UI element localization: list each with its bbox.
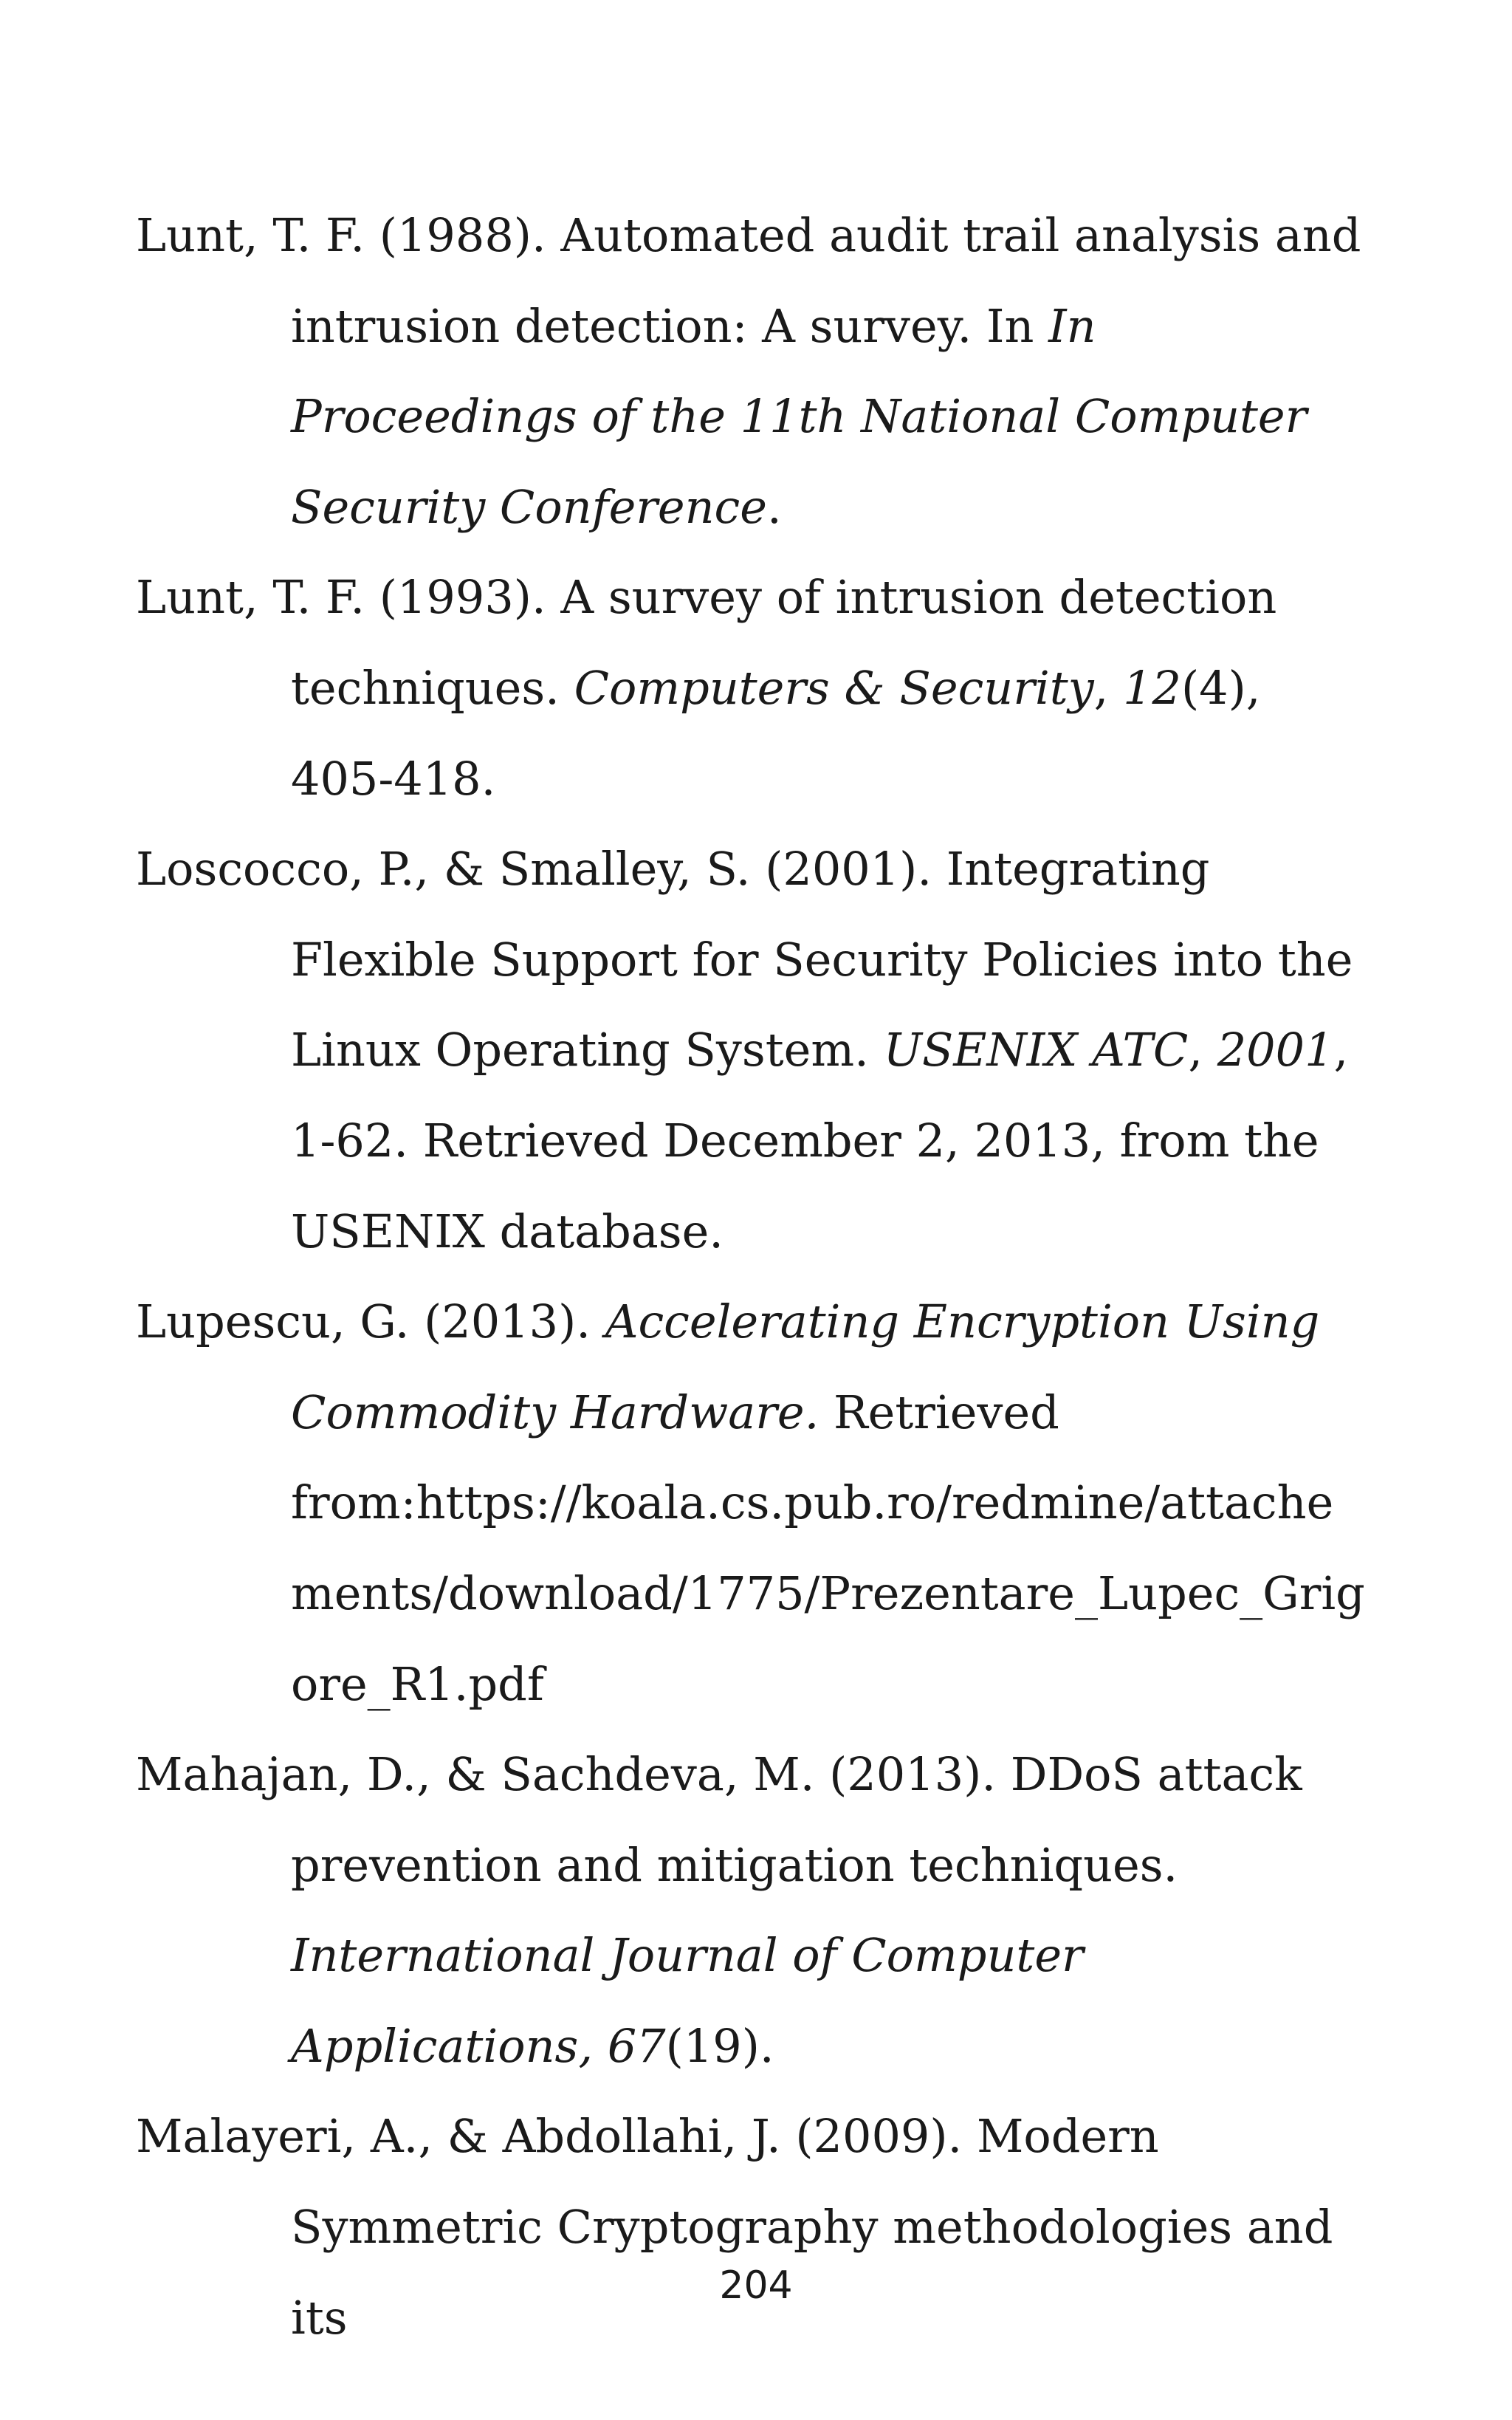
reference-entry-lunt-1993 — [136, 552, 1376, 824]
reference-text: , — [1188, 1023, 1217, 1077]
reference-list — [136, 191, 1376, 2363]
reference-text: , — [1093, 660, 1124, 715]
reference-volume-italic: 2001 — [1217, 1023, 1334, 1077]
reference-text: Retrieved from:https://koala.cs.pub.ro/redmine/attachements/download/1775/Prezentare_Lupec_Grigore_R1.pdf — [291, 1385, 1365, 1711]
reference-venue-italic: USENIX ATC — [883, 1023, 1189, 1077]
reference-entry-lupescu-2013 — [136, 1277, 1376, 1730]
reference-volume-italic: 12 — [1123, 660, 1181, 715]
reference-text: (4), 405-418. — [291, 660, 1261, 806]
reference-entry-loscocco-2001 — [136, 824, 1376, 1277]
reference-text: Malayeri, A., & Abdollahi, J. (2009). Modern Symmetric Cryptography methodologies and its — [136, 2109, 1333, 2345]
reference-text: (19). — [665, 2018, 774, 2073]
reference-text: , 1-62. Retrieved December 2, 2013, from the USENIX database. — [291, 1023, 1349, 1258]
reference-journal-italic: International Journal of Computer Applications, 67 — [291, 1928, 1084, 2073]
reference-text: Loscocco, P., & Smalley, S. (2001). Integrating Flexible Support for Security Policies into the Linux Operating System. — [136, 842, 1353, 1077]
page-number: 204 — [719, 2263, 793, 2308]
reference-title-italic: In Proceedings of the 11th National Computer Security Conference — [291, 298, 1307, 534]
reference-title-italic: Accelerating Encryption Using Commodity Hardware. — [291, 1295, 1320, 1439]
reference-entry-malayeri-2009 — [136, 2091, 1376, 2363]
reference-text: Lunt, T. F. (1988). Automated audit trail analysis and intrusion detection: A survey. In — [136, 208, 1361, 353]
reference-entry-lunt-1988 — [136, 191, 1376, 552]
reference-entry-mahajan-2013 — [136, 1730, 1376, 2091]
reference-text: Lupescu, G. (2013). — [136, 1295, 605, 1349]
reference-journal-italic: Computers & Security — [574, 660, 1094, 715]
reference-text: Lunt, T. F. (1993). A survey of intrusion detection techniques. — [136, 570, 1277, 715]
reference-text: Mahajan, D., & Sachdeva, M. (2013). DDoS attack prevention and mitigation techniques. — [136, 1747, 1302, 1892]
reference-text: . — [766, 479, 782, 534]
